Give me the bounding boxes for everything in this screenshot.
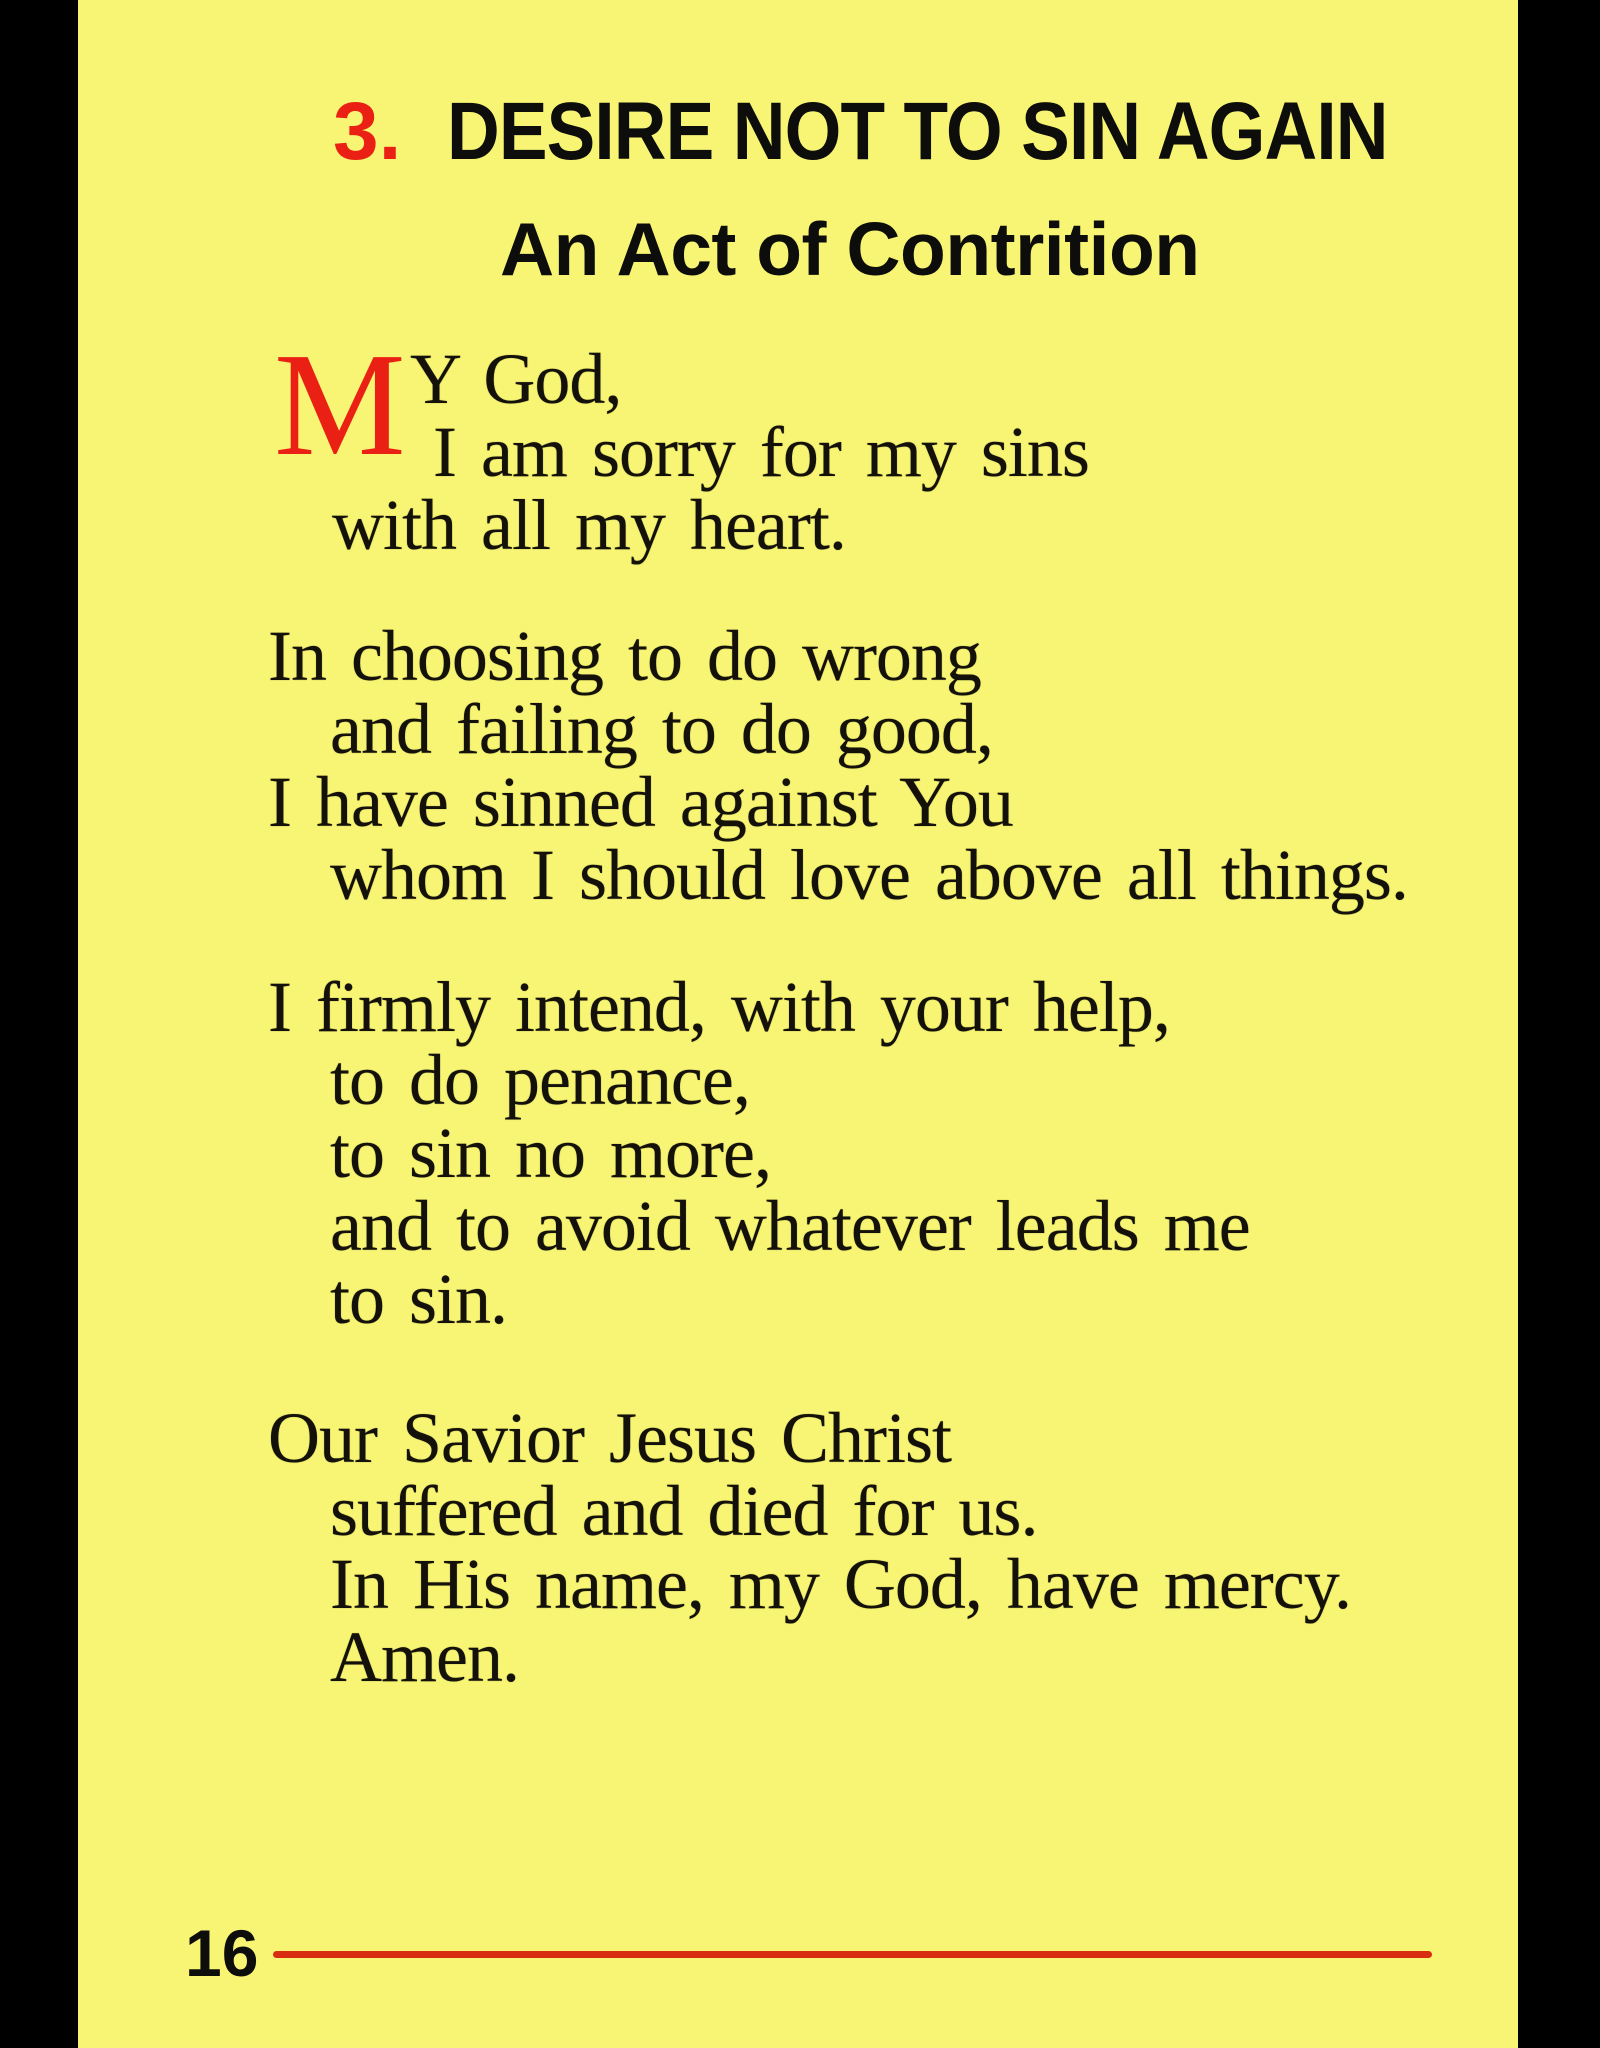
prayer-line: and failing to do good, <box>330 689 993 769</box>
prayer-stanza-1 <box>78 339 1518 565</box>
prayer-line: to sin no more, <box>330 1113 771 1193</box>
prayer-stanza-4 <box>78 1398 1518 1697</box>
page-number: 16 <box>185 1916 259 1990</box>
prayer-line: In choosing to do wrong <box>268 616 981 696</box>
section-heading <box>333 86 1504 177</box>
drop-cap-letter: M <box>274 323 406 487</box>
prayer-stanza-2 <box>78 616 1518 915</box>
prayer-line: In His name, my God, have mercy. <box>330 1544 1352 1624</box>
prayer-line: I have sinned against You <box>268 762 1013 842</box>
prayer-line: and to avoid whatever leads me <box>330 1186 1250 1266</box>
prayer-line: to do penance, <box>330 1040 750 1120</box>
prayer-line: suffered and died for us. <box>330 1471 1038 1551</box>
prayer-line: Amen. <box>330 1617 519 1697</box>
prayer-line: I am sorry for my sins <box>433 412 1089 492</box>
footer-rule <box>273 1951 1432 1958</box>
page-subtitle: An Act of Contrition <box>500 207 1200 291</box>
prayer-line: Our Savior Jesus Christ <box>268 1398 951 1478</box>
prayer-line: to sin. <box>330 1259 508 1339</box>
section-title: DESIRE NOT TO SIN AGAIN <box>447 86 1388 177</box>
prayer-line: I firmly intend, with your help, <box>268 967 1170 1047</box>
prayer-line: whom I should love above all things. <box>330 835 1408 915</box>
section-number: 3. <box>333 86 402 177</box>
prayer-line: Y God, <box>410 339 622 419</box>
prayer-line: with all my heart. <box>332 485 846 565</box>
prayer-stanza-3 <box>78 967 1518 1339</box>
page-paper <box>78 0 1518 2048</box>
